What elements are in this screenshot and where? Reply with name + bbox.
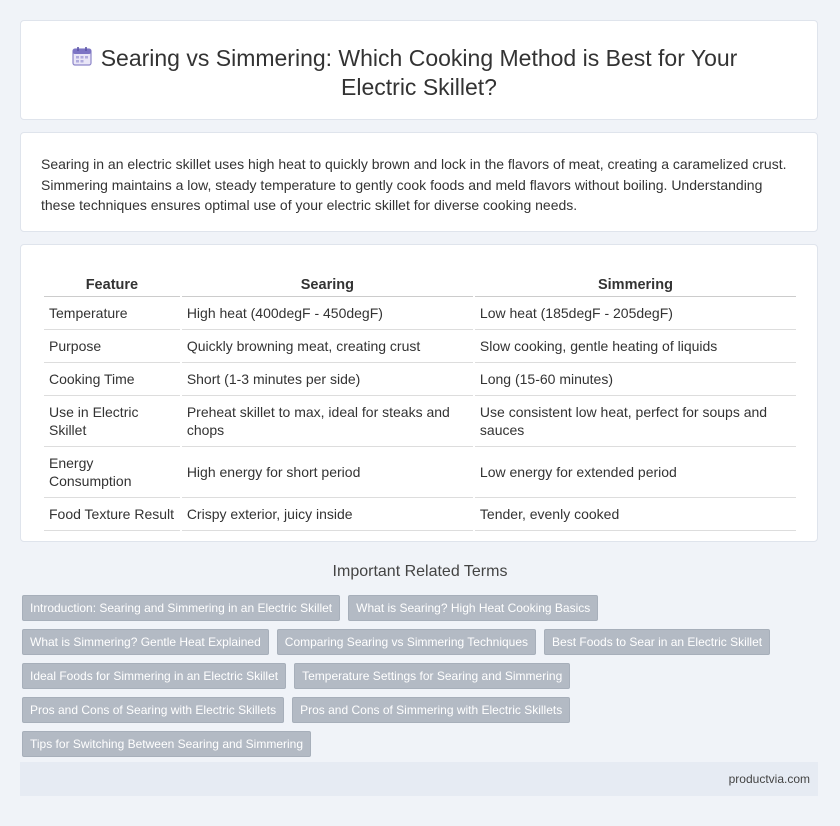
table-row [44,396,796,447]
table-cell: Slow cooking, gentle heating of liquids [475,330,796,363]
header-feature: Feature [44,272,180,297]
related-term-tag[interactable]: Tips for Switching Between Searing and Simmering [22,731,311,757]
table-row [44,447,796,498]
related-term-tag[interactable]: What is Searing? High Heat Cooking Basics [348,595,598,621]
table-cell: Low energy for extended period [475,447,796,498]
intro-paragraph: Searing in an electric skillet uses high heat to quickly brown and lock in the flavors of meat, creating a caramelized crust. Simmering maintains a low, steady temperature to gently cook foods and meld flavors without boiling. Understanding these techniques ensures optimal use of your electric skillet for diverse cooking needs. [41,156,787,213]
table-cell: Energy Consumption [44,447,180,498]
table-row [44,363,796,396]
table-cell: Cooking Time [44,363,180,396]
table-row [44,498,796,531]
table-cell: Temperature [44,297,180,330]
table-header-row [44,272,796,297]
related-term-tag[interactable]: Pros and Cons of Simmering with Electric Skillets [292,697,570,723]
table-cell: Use consistent low heat, perfect for soups and sauces [475,396,796,447]
header-searing: Searing [182,272,473,297]
table-cell: Short (1-3 minutes per side) [182,363,473,396]
related-terms-title: Important Related Terms [332,563,508,580]
related-term-tag[interactable]: Introduction: Searing and Simmering in an Electric Skillet [22,595,340,621]
footer-site-link[interactable]: productvia.com [728,772,810,786]
table-cell: Food Texture Result [44,498,180,531]
table-cell: Low heat (185degF - 205degF) [475,297,796,330]
page-title: Searing vs Simmering: Which Cooking Method is Best for Your Electric Skillet? [100,45,738,100]
related-term-tag[interactable]: Ideal Foods for Simmering in an Electric Skillet [22,663,286,689]
table-cell: Crispy exterior, juicy inside [182,498,473,531]
table-row [44,330,796,363]
table-cell: Purpose [44,330,180,363]
table-cell: Preheat skillet to max, ideal for steaks and chops [182,396,473,447]
table-row [44,297,796,330]
title-card [20,20,818,120]
table-cell: High heat (400degF - 450degF) [182,297,473,330]
table-cell: Long (15-60 minutes) [475,363,796,396]
related-terms-list [22,595,782,765]
footer [20,762,818,796]
comparison-table [42,272,798,531]
intro-card [20,132,818,232]
related-term-tag[interactable]: Best Foods to Sear in an Electric Skillet [544,629,770,655]
related-term-tag[interactable]: Temperature Settings for Searing and Simmering [294,663,570,689]
related-term-tag[interactable]: What is Simmering? Gentle Heat Explained [22,629,269,655]
table-cell: Quickly browning meat, creating crust [182,330,473,363]
related-term-tag[interactable]: Comparing Searing vs Simmering Techniques [277,629,536,655]
table-cell: High energy for short period [182,447,473,498]
related-term-tag[interactable]: Pros and Cons of Searing with Electric Skillets [22,697,284,723]
header-simmering: Simmering [475,272,796,297]
table-cell: Use in Electric Skillet [44,396,180,447]
table-cell: Tender, evenly cooked [475,498,796,531]
